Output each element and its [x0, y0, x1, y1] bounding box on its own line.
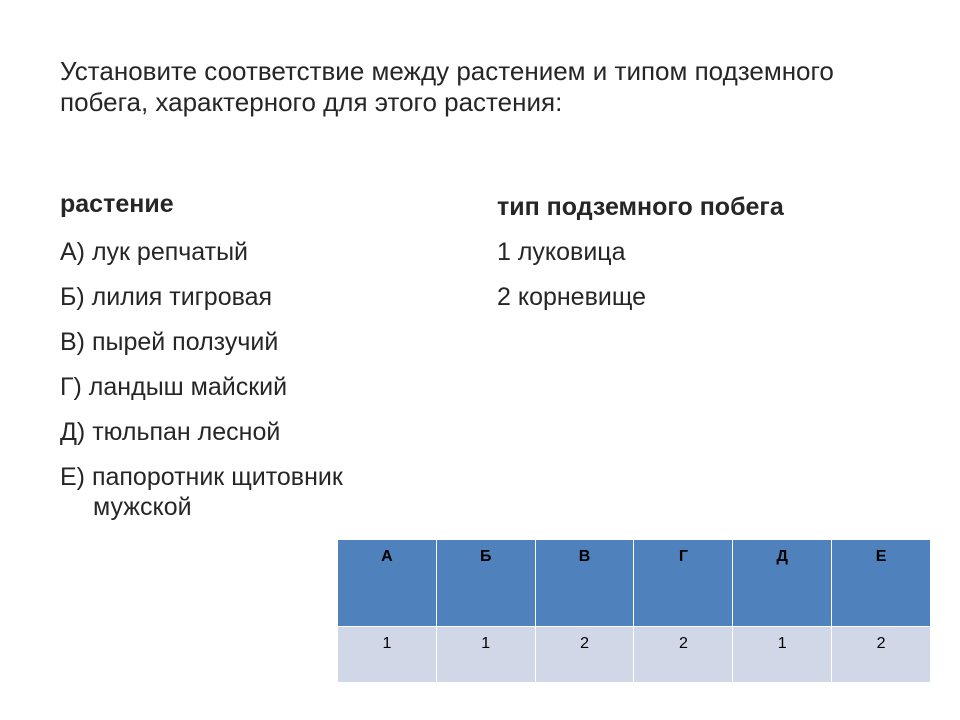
answer-header-cell: Д	[733, 540, 832, 627]
plant-item: А) лук репчатый	[60, 238, 249, 266]
answer-header-cell: Е	[832, 540, 931, 627]
answer-value-cell: 2	[535, 627, 634, 683]
plant-item: Е) папоротник щитовник мужской	[60, 463, 343, 521]
shoot-type-column-heading: тип подземного побега	[497, 193, 784, 221]
shoot-type-list	[497, 237, 857, 327]
plant-item: Б) лилия тигровая	[60, 283, 273, 311]
plant-column-heading: растение	[60, 190, 174, 218]
slide-title: Установите соответствие между растением и типом подземного побега, характерного для этого растения:	[60, 56, 834, 117]
answer-value-cell: 2	[634, 627, 733, 683]
plant-list	[60, 237, 420, 537]
answer-value-cell: 2	[832, 627, 931, 683]
answer-table	[337, 539, 931, 683]
answer-header-cell: А	[338, 540, 437, 627]
answer-header-cell: Г	[634, 540, 733, 627]
plant-item: Г) ландыш майский	[60, 373, 288, 401]
plant-item: В) пырей ползучий	[60, 328, 279, 356]
answer-header-cell: Б	[436, 540, 535, 627]
answer-header-row	[338, 540, 931, 627]
shoot-type-item: 2 корневище	[497, 283, 647, 311]
answer-header-cell: В	[535, 540, 634, 627]
plant-item: Д) тюльпан лесной	[60, 418, 281, 446]
answer-value-cell: 1	[733, 627, 832, 683]
shoot-type-item: 1 луковица	[497, 238, 626, 266]
answer-value-row	[338, 627, 931, 683]
answer-value-cell: 1	[436, 627, 535, 683]
answer-value-cell: 1	[338, 627, 437, 683]
